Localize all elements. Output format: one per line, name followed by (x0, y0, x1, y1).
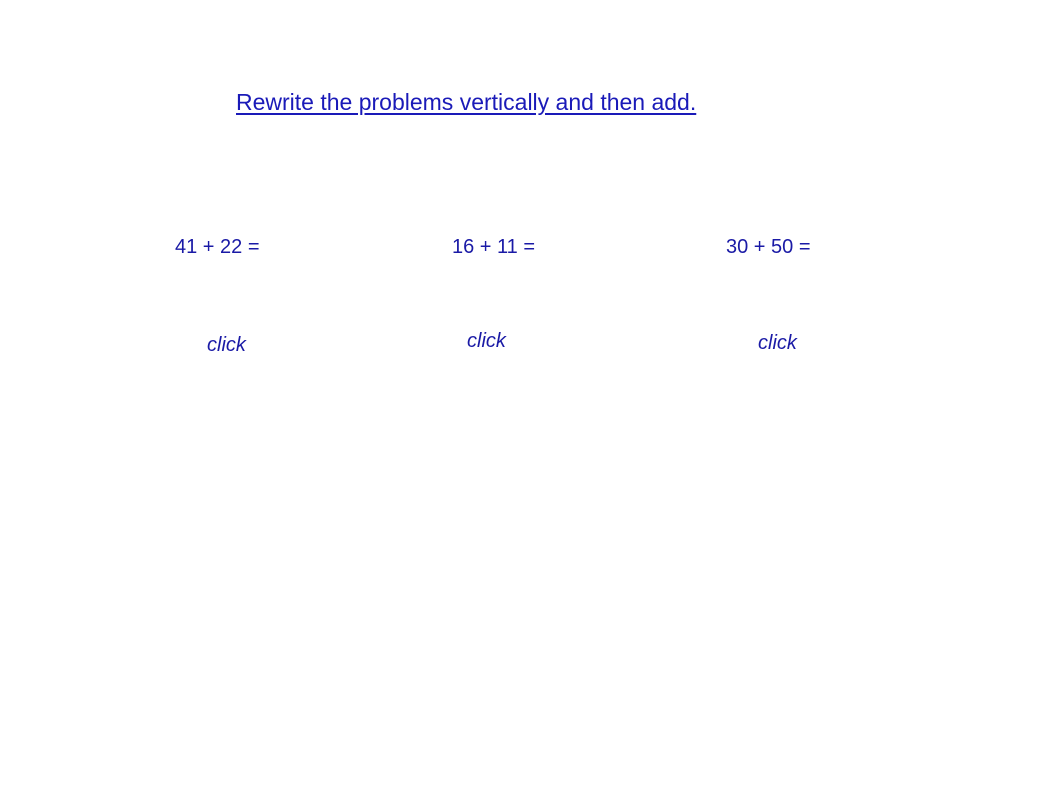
problem-1-expression: 41 + 22 = (175, 236, 260, 258)
problem-3-expression: 30 + 50 = (726, 236, 811, 258)
problem-2-expression: 16 + 11 = (452, 236, 536, 258)
instructions-title: Rewrite the problems vertically and then add. (236, 89, 697, 115)
problem-3-reveal-button[interactable]: click (758, 332, 797, 354)
problem-1-reveal-button[interactable]: click (207, 334, 246, 356)
problem-2-reveal-button[interactable]: click (467, 330, 506, 352)
